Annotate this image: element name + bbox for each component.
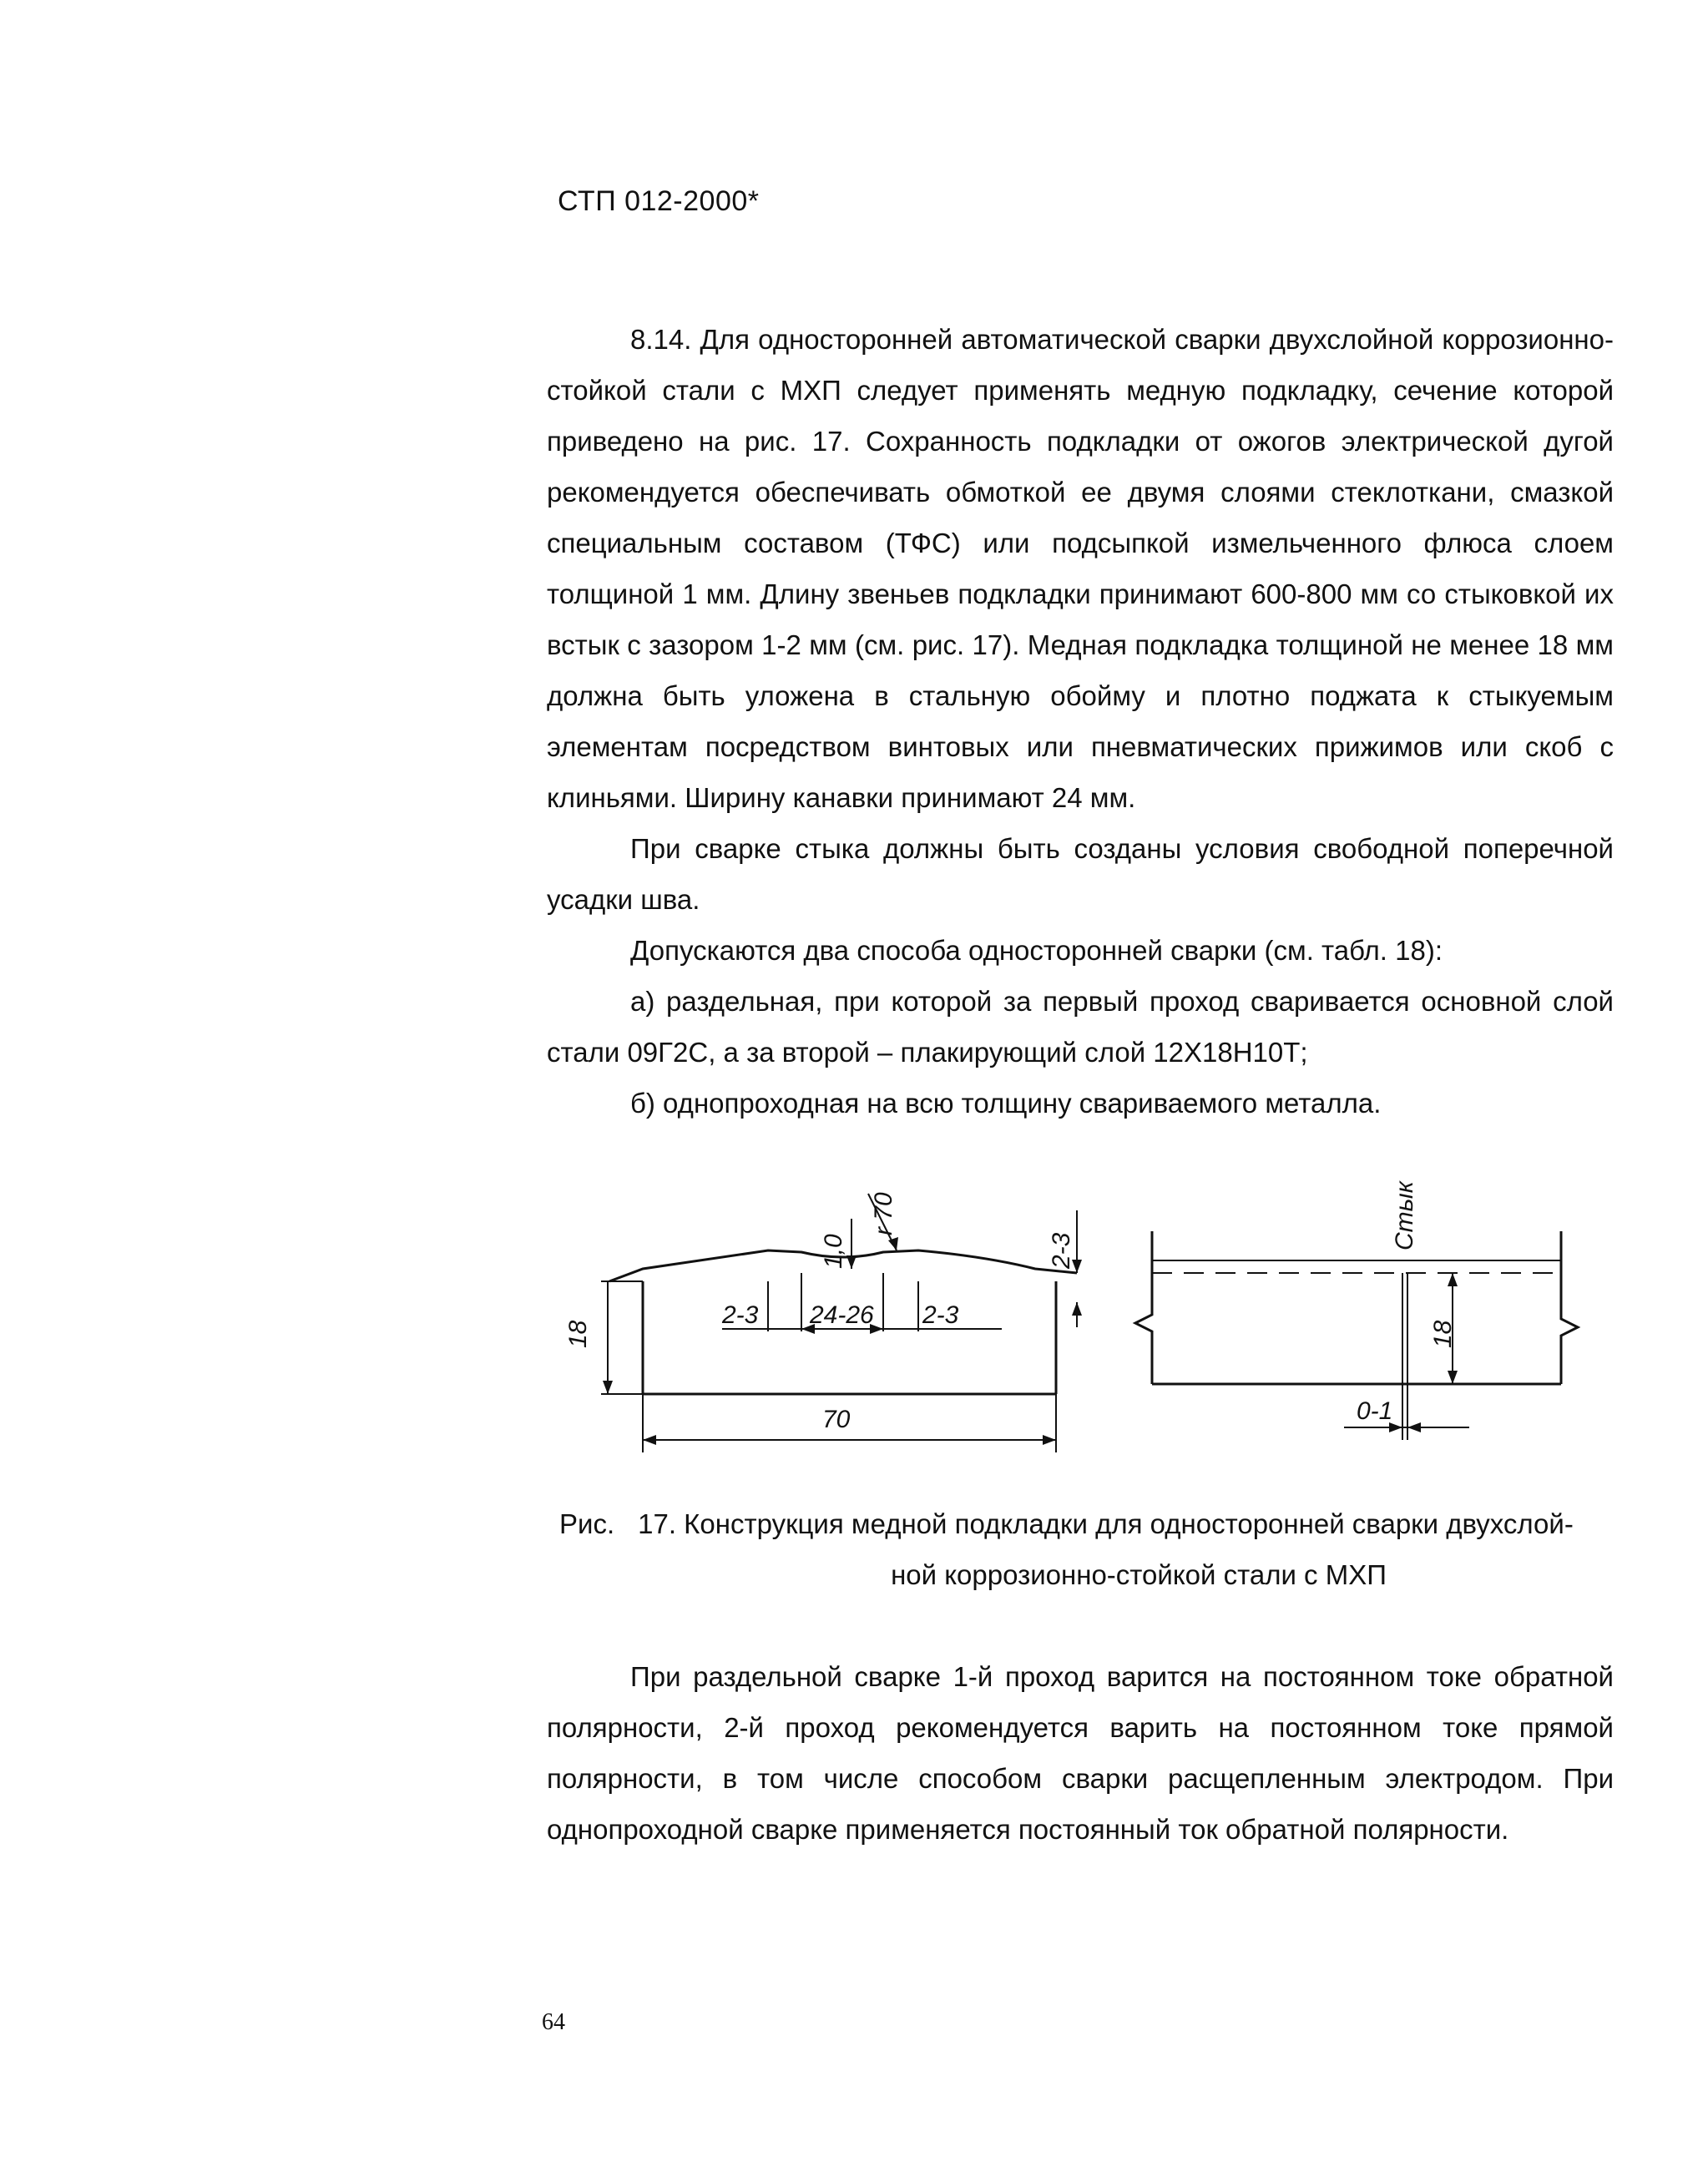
radius-label: r 70 xyxy=(870,1192,897,1235)
left-break-edge xyxy=(1135,1231,1152,1384)
paragraph-method-b: б) однопроходная на всю толщину свариваемого металла. xyxy=(630,1088,1382,1119)
joint-label: Стык xyxy=(1391,1181,1418,1250)
arrow-gap-right xyxy=(1407,1422,1421,1432)
right-arrows xyxy=(1389,1273,1458,1432)
arrow-radius xyxy=(888,1237,898,1250)
caption-line-1 xyxy=(547,1498,1614,1549)
caption-line-2: ной коррозионно-стойкой стали с МХП xyxy=(891,1559,1387,1590)
right-height-label: 18 xyxy=(1429,1320,1457,1348)
caption-text-1: 17. Конструкция медной подкладки для односторонней сварки двухслой- xyxy=(638,1508,1574,1539)
right-break-edge xyxy=(1561,1231,1578,1384)
groove-label: 24-26 xyxy=(810,1301,874,1329)
document-code: СТП 012-2000* xyxy=(558,185,760,217)
arrow-right-height-bottom xyxy=(1448,1371,1458,1384)
depth-label: 1,0 xyxy=(820,1234,847,1269)
body-text-top xyxy=(547,314,1614,1129)
figure-caption xyxy=(547,1498,1614,1600)
height-label: 18 xyxy=(564,1320,592,1348)
gap-label: 0-1 xyxy=(1357,1397,1393,1425)
arrow-width-right xyxy=(1043,1435,1056,1445)
paragraph-polarity: При раздельной сварке 1-й проход варится на постоянном токе обратной полярности, 2-й проход рекомендуется варить на постоянном токе прямой полярности, в том числе способом сварки расщепленным электродом. При однопроходной сварке применяется постоянный ток обратной полярности. xyxy=(547,1661,1614,1845)
figure-17-drawing xyxy=(534,1144,1620,1461)
caption-prefix: Рис. xyxy=(559,1508,615,1539)
paragraph-method-a: а) раздельная, при которой за первый проход сваривается основной слой стали 09Г2С, а за второй – плакирующий слой 12Х18Н10Т; xyxy=(547,986,1614,1068)
arrow-edge-bottom xyxy=(1072,1302,1082,1316)
paragraph-shrinkage: При сварке стыка должны быть созданы условия свободной поперечной усадки шва. xyxy=(547,833,1614,915)
side-label-left: 2-3 xyxy=(722,1301,759,1329)
arrow-width-left xyxy=(643,1435,656,1445)
edge-label: 2-3 xyxy=(1048,1232,1075,1269)
width-label: 70 xyxy=(822,1406,851,1433)
side-label-right: 2-3 xyxy=(922,1301,959,1329)
paragraph-8-14: 8.14. Для односторонней автоматической сварки двухслойной коррозионно-стойкой стали с МХП следует применять медную подкладку, сечение которой приведено на рис. 17. Сохранность подкладки от ожогов электрической дугой рекомендуется обеспечивать обмоткой ее двумя слоями стеклоткани, смазкой специальным составом (ТФС) или подсыпкой измельченного флюса слоем толщиной 1 мм. Длину звеньев подкладки принимают 600-800 мм со стыковкой их встык с зазором 1-2 мм (см. рис. 17). Медная подкладка толщиной не менее 18 мм должна быть уложена в стальную обойму и плотно поджата к стыкуемым элементам посредством винтовых или пневматических прижимов или скоб с клиньями. Ширину канавки принимают 24 мм. xyxy=(547,324,1614,813)
arrow-right-height-top xyxy=(1448,1273,1458,1286)
copper-backing-drawing xyxy=(534,1144,1620,1461)
body-text-bottom xyxy=(547,1651,1614,1855)
page-number: 64 xyxy=(542,2009,565,2035)
arrow-height-bottom xyxy=(603,1381,613,1394)
arrow-depth xyxy=(846,1255,857,1269)
paragraph-methods: Допускаются два способа односторонней сварки (см. табл. 18): xyxy=(630,935,1443,966)
